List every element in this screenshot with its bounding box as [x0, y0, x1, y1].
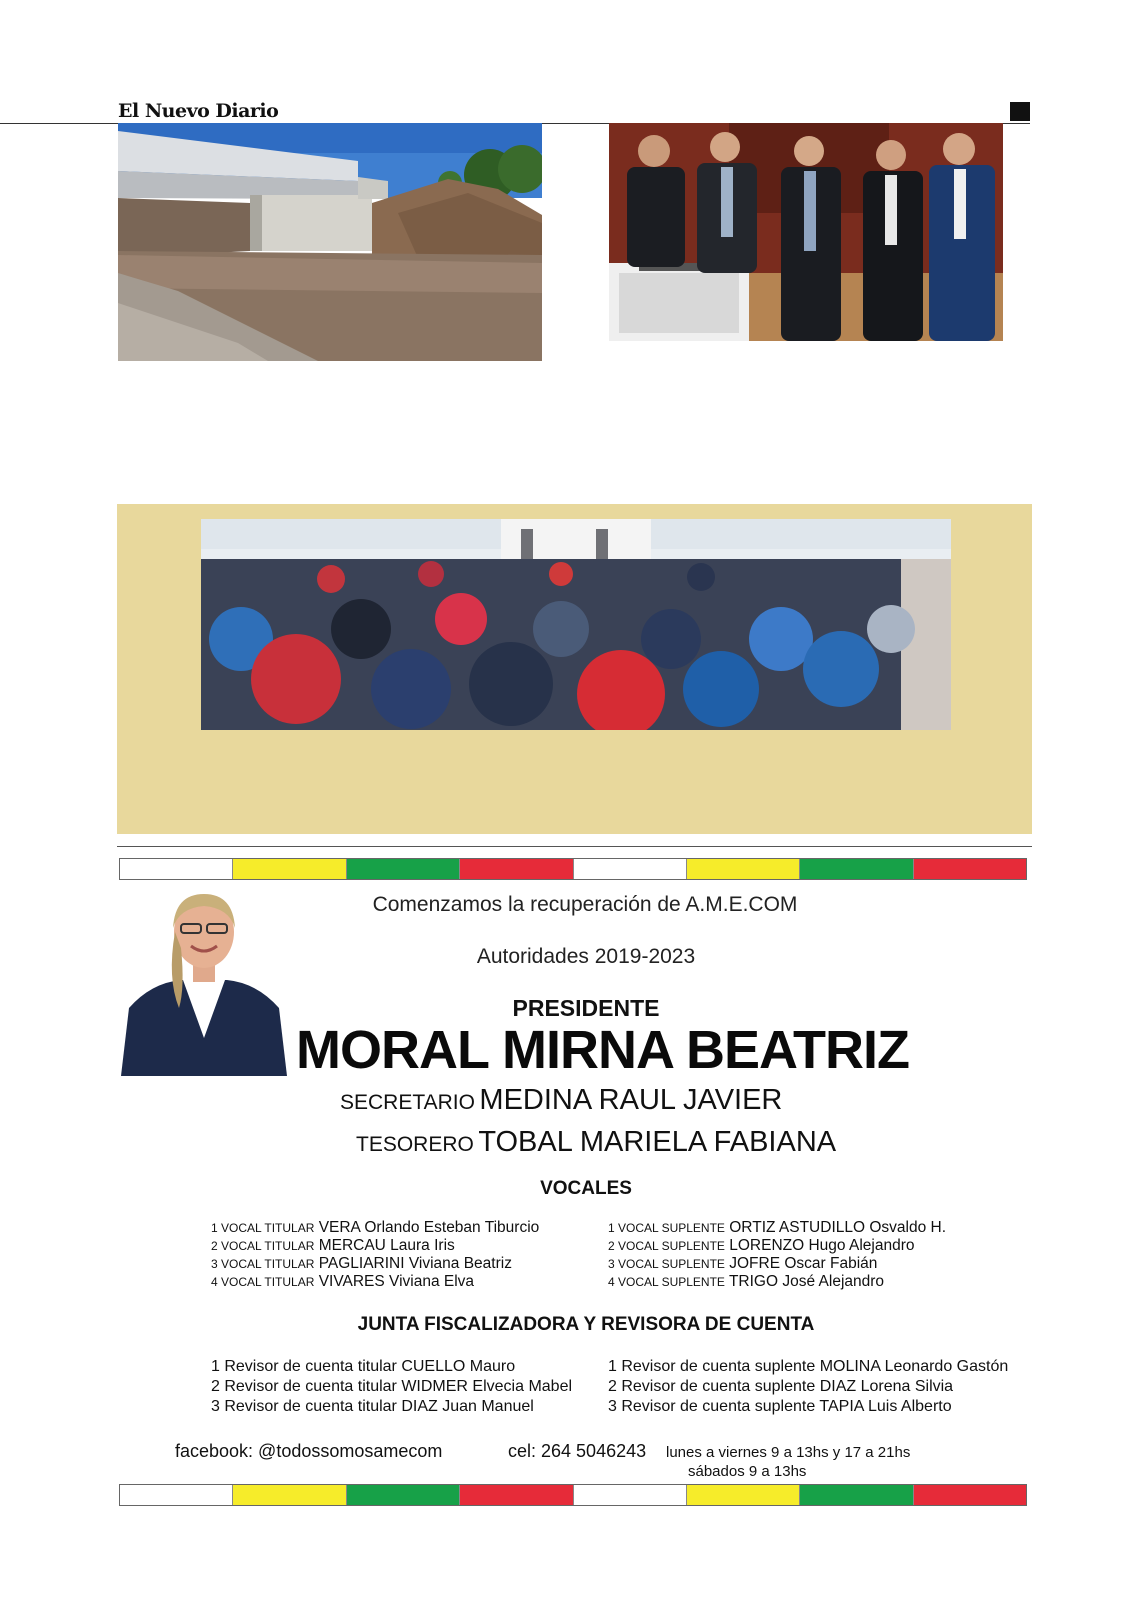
ad-intro-text: Comenzamos la recuperación de A.M.E.COM [372, 893, 798, 916]
stripe-segment [347, 1485, 460, 1505]
list-item: 1 Revisor de cuenta suplente MOLINA Leonardo Gastón [608, 1358, 1009, 1375]
vocal-prefix: 4 VOCAL TITULAR [211, 1275, 315, 1289]
revisores-titulares-list [211, 1357, 572, 1417]
stripe-segment [347, 859, 460, 879]
list-item [608, 1255, 946, 1273]
page-marker-square [1010, 102, 1030, 121]
stripe-segment [460, 1485, 573, 1505]
list-item [211, 1273, 539, 1291]
vocal-name: ORTIZ ASTUDILLO Osvaldo H. [729, 1219, 947, 1236]
phone-contact: cel: 264 5046243 [508, 1441, 647, 1461]
president-name: MORAL MIRNA BEATRIZ [296, 1020, 909, 1080]
list-item [608, 1237, 946, 1255]
tesorero-name: TOBAL MARIELA FABIANA [478, 1126, 837, 1158]
vocal-name: JOFRE Oscar Fabián [729, 1255, 878, 1272]
ad-top-rule [117, 846, 1032, 847]
list-item [211, 1255, 539, 1273]
list-item: 2 Revisor de cuenta titular WIDMER Elvecia Mabel [211, 1378, 573, 1395]
bridge-river-photo [118, 123, 542, 361]
secretario-label: SECRETARIO [340, 1091, 475, 1114]
newspaper-logo: El Nuevo Diario [118, 100, 279, 122]
vocal-prefix: 3 VOCAL TITULAR [211, 1257, 315, 1271]
tesorero-label: TESORERO [356, 1133, 474, 1156]
junta-heading: JUNTA FISCALIZADORA Y REVISORA DE CUENTA [357, 1314, 815, 1335]
vocal-name: TRIGO José Alejandro [728, 1273, 885, 1290]
president-label: PRESIDENTE [512, 995, 660, 1021]
secretario-name: MEDINA RAUL JAVIER [479, 1084, 783, 1116]
vocal-prefix: 1 VOCAL TITULAR [211, 1221, 315, 1235]
vocales-titulares-list [211, 1219, 539, 1291]
stripe-segment [460, 859, 573, 879]
facebook-contact: facebook: @todossomosamecom [175, 1441, 443, 1461]
vocal-name: VIVARES Viviana Elva [318, 1273, 475, 1290]
vocal-prefix: 3 VOCAL SUPLENTE [608, 1257, 725, 1271]
list-item: 2 Revisor de cuenta suplente DIAZ Lorena Silvia [608, 1378, 954, 1395]
list-item [608, 1219, 946, 1237]
stripe-segment [120, 1485, 233, 1505]
color-stripe-bottom [119, 1484, 1027, 1506]
vocal-prefix: 2 VOCAL SUPLENTE [608, 1239, 725, 1253]
list-item: 1 Revisor de cuenta titular CUELLO Mauro [211, 1358, 516, 1375]
stripe-segment [914, 859, 1026, 879]
vocales-suplentes-list [608, 1219, 946, 1291]
hours-saturday: sábados 9 a 13hs [688, 1463, 807, 1480]
stripe-segment [233, 1485, 346, 1505]
stripe-segment [574, 1485, 687, 1505]
list-item: 3 Revisor de cuenta titular DIAZ Juan Manuel [211, 1398, 534, 1415]
list-item [211, 1219, 539, 1237]
vocal-name: PAGLIARINI Viviana Beatriz [318, 1255, 512, 1272]
stripe-segment [120, 859, 233, 879]
vocal-prefix: 4 VOCAL SUPLENTE [608, 1275, 725, 1289]
stripe-segment [687, 1485, 800, 1505]
revisores-suplentes-list [608, 1357, 1008, 1417]
list-item [211, 1237, 539, 1255]
hours-weekdays: lunes a viernes 9 a 13hs y 17 a 21hs [666, 1444, 911, 1461]
list-item: 3 Revisor de cuenta suplente TAPIA Luis Alberto [608, 1398, 952, 1415]
secretario-line [340, 1084, 782, 1117]
vocal-prefix: 1 VOCAL SUPLENTE [608, 1221, 725, 1235]
vocal-name: MERCAU Laura Iris [318, 1237, 455, 1254]
stripe-segment [574, 859, 687, 879]
tesorero-line [356, 1126, 836, 1159]
stripe-segment [800, 1485, 913, 1505]
officials-meeting-photo [609, 123, 1003, 341]
vocales-heading: VOCALES [540, 1178, 632, 1199]
vocal-name: VERA Orlando Esteban Tiburcio [318, 1219, 540, 1236]
crowd-workers-photo [201, 519, 951, 730]
list-item [608, 1273, 946, 1291]
stripe-segment [914, 1485, 1026, 1505]
stripe-segment [687, 859, 800, 879]
vocal-name: LORENZO Hugo Alejandro [729, 1237, 915, 1254]
ad-period-text: Autoridades 2019-2023 [476, 945, 696, 968]
color-stripe-top [119, 858, 1027, 880]
stripe-segment [233, 859, 346, 879]
vocal-prefix: 2 VOCAL TITULAR [211, 1239, 315, 1253]
stripe-segment [800, 859, 913, 879]
